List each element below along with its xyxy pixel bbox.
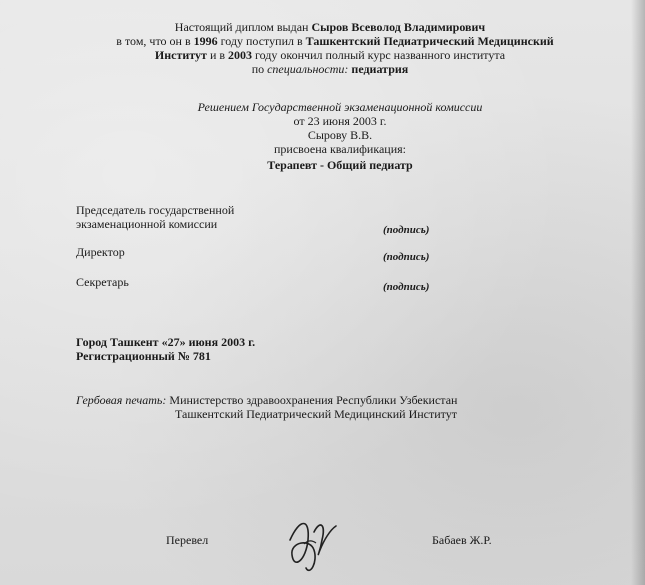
header-text: году окончил полный курс названного института <box>252 48 506 62</box>
header-text: Настоящий диплом выдан <box>174 20 312 34</box>
header-line-1 <box>120 20 540 34</box>
enroll-year: 1996 <box>193 34 218 48</box>
decision-date: от 23 июня 2003 г. <box>293 114 387 128</box>
header-text: и в <box>206 48 229 62</box>
chairman-label-line-1: Председатель государственной <box>76 203 235 217</box>
issue-date: «27» июня 2003 г. <box>161 335 256 349</box>
seal-line-1 <box>76 393 457 407</box>
graduation-year: 2003 <box>228 48 253 62</box>
city-date-line <box>76 335 255 349</box>
decision-title: Решением Государственной экзаменационной комиссии <box>197 100 483 114</box>
graduate-name: Сыров Всеволод Владимирович <box>311 20 486 34</box>
header-text: году поступил в <box>217 34 306 48</box>
specialty-value: педиатрия <box>348 62 409 76</box>
decision-qualification: Терапевт - Общий педиатр <box>267 158 413 172</box>
header-text: в том, что он в <box>116 34 194 48</box>
registration-label: Регистрационный № <box>76 349 193 363</box>
seal-line-2: Ташкентский Педиатрический Медицинский Институт <box>175 407 457 421</box>
director-label: Директор <box>76 245 125 259</box>
translated-by-label: Перевел <box>166 533 209 547</box>
registration-line <box>76 349 211 363</box>
scan-edge-shadow <box>631 0 645 585</box>
chairman-label-line-2: экзаменационной комиссии <box>76 217 218 231</box>
header-text: по <box>251 62 268 76</box>
seal-ministry: Министерство здравоохранения Республики Узбекистан <box>166 393 458 407</box>
secretary-signature: (подпись) <box>383 281 430 293</box>
decision-qualification-label: присвоена квалификация: <box>273 142 407 156</box>
director-signature: (подпись) <box>383 251 430 263</box>
chairman-signature: (подпись) <box>383 224 430 236</box>
translator-signature-icon <box>280 510 340 580</box>
header-line-3 <box>100 48 560 62</box>
city-label: Город Ташкент <box>76 335 162 349</box>
specialty-label: специальности: <box>267 62 349 76</box>
secretary-label: Секретарь <box>76 275 129 289</box>
decision-recipient: Сырову В.В. <box>307 128 373 142</box>
translator-name: Бабаев Ж.Р. <box>432 533 492 547</box>
seal-label: Гербовая печать: <box>76 393 167 407</box>
header-line-4 <box>150 62 510 76</box>
registration-number: 781 <box>192 349 211 363</box>
institute-name: Ташкентский Педиатрический Медицинский <box>305 34 554 48</box>
institute-name: Институт <box>154 48 207 62</box>
header-line-2 <box>95 34 575 48</box>
